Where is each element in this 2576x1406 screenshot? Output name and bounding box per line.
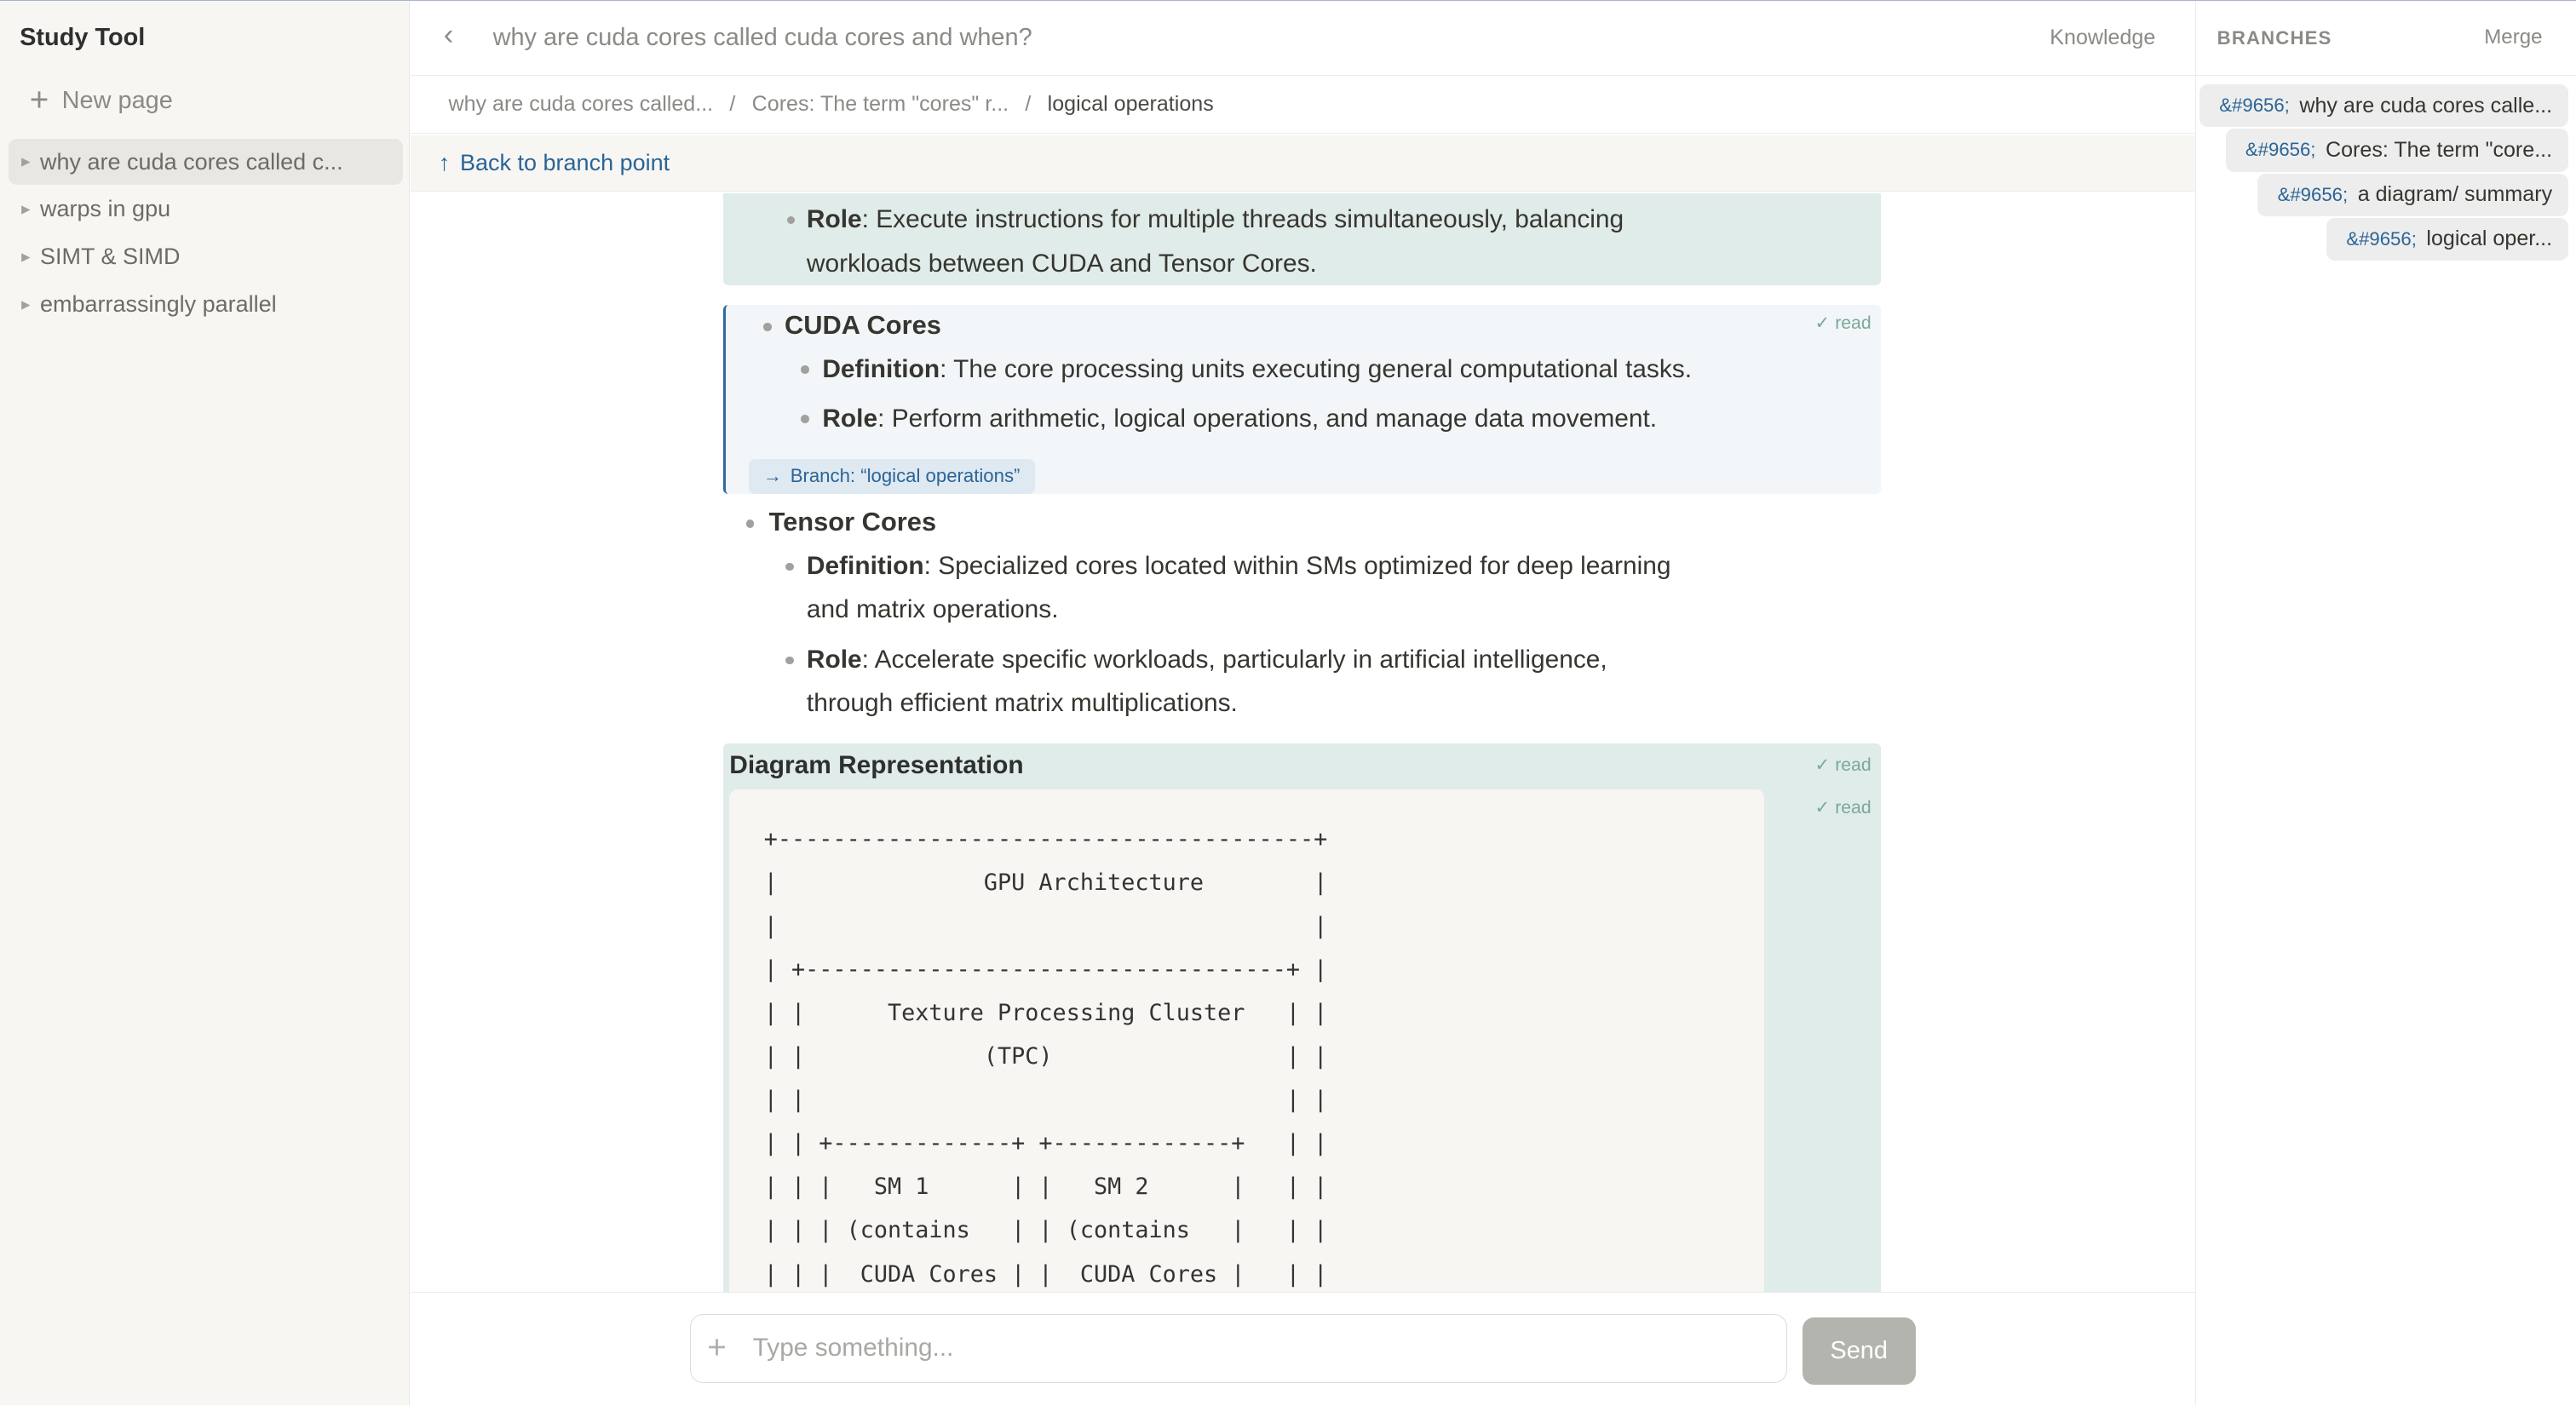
read-marker: ✓ read [1814,798,1872,818]
sm-role-block [723,193,1882,285]
branches-title: BRANCHES [2217,26,2332,49]
branch-marker: &#9656; [2245,139,2316,161]
app-title: Study Tool [20,24,146,51]
breadcrumb-current: logical operations [1047,92,1214,117]
branch-label: logical oper... [2426,227,2553,251]
tensor-cores-title: Tensor Cores [768,507,937,537]
cuda-cores-block[interactable] [723,305,1882,494]
sidebar [0,1,410,1405]
breadcrumb-item[interactable]: why are cuda cores called... [448,92,714,117]
sidebar-item-label: warps in gpu [40,196,171,222]
branch-item[interactable] [2199,84,2568,127]
breadcrumb-separator: / [729,92,736,117]
bullet [801,365,809,374]
message-input-box[interactable] [690,1314,1787,1383]
branch-marker: &#9656; [2219,95,2290,117]
bullet [785,657,794,665]
tensor-role: Role: Accelerate specific workloads, particularly in artificial intelligence, through efficient matrix multiplications. [806,646,1607,718]
branches-panel [2195,1,2576,1405]
sidebar-item-cuda-cores[interactable] [9,139,403,185]
caret-right-icon: ▶ [21,202,31,215]
branch-marker: &#9656; [2346,227,2417,250]
diagram-title: Diagram Representation [729,751,1024,780]
code-block [729,789,1764,1292]
merge-button[interactable]: Merge [2484,25,2543,49]
branch-label: a diagram/ summary [2357,182,2553,207]
main-panel [411,1,2194,1405]
composer [411,1292,2194,1406]
breadcrumb [411,77,2194,135]
page-title: why are cuda cores called cuda cores and when? [492,24,1032,51]
knowledge-button[interactable]: Knowledge [2050,25,2156,49]
branch-label: Cores: The term "core... [2326,137,2553,162]
branch-item-current[interactable] [2326,218,2568,261]
diagram-code-block[interactable] [723,789,1882,1292]
new-page-label: New page [61,87,173,115]
sidebar-item-label: SIMT & SIMD [40,244,181,270]
cuda-role: Role: Perform arithmetic, logical operations, and manage data movement. [822,404,1658,433]
cuda-definition: Definition: The core processing units executing general computational tasks. [822,354,1692,383]
new-page-button[interactable] [30,84,173,118]
caret-right-icon: ▶ [21,250,31,263]
branch-item[interactable] [2226,129,2569,171]
back-link-label: Back to branch point [459,149,670,175]
read-marker: ✓ read [1814,755,1872,776]
caret-right-icon: ▶ [21,297,31,311]
branch-label: why are cuda cores calle... [2299,93,2553,118]
branch-chip[interactable] [749,459,1035,494]
bullet [746,519,755,528]
message-content [411,193,2194,1292]
sidebar-item-simt-simd[interactable] [9,234,403,280]
plus-icon[interactable]: + [707,1329,727,1367]
diagram-heading-block[interactable] [723,743,1882,789]
header [411,1,2194,76]
message-input[interactable] [750,1333,1709,1365]
caret-right-icon: ▶ [21,155,31,168]
sidebar-item-warps[interactable] [9,187,403,232]
tensor-definition: Definition: Specialized cores located within SMs optimized for deep learning and matrix operations. [806,552,1671,624]
branch-item[interactable] [2257,174,2568,216]
sidebar-item-label: why are cuda cores called c... [40,148,343,175]
read-marker: ✓ read [1814,313,1872,334]
arrow-right-icon: → [762,465,783,487]
plus-icon: + [29,82,49,119]
divider [2196,75,2576,76]
sm-role-text: Role: Execute instructions for multiple threads simultaneously, balancing workloads between CUDA and Tensor Cores. [806,205,1624,278]
chevron-left-icon[interactable]: ‹ [443,19,454,52]
bullet [801,415,809,423]
send-button[interactable]: Send [1803,1317,1916,1385]
ascii-diagram: +---------------------------------------+ | GPU Architecture | | | | +-----------------------------------+ | | | Texture Processing Cluster | | | | (TPC) | | | | | | | | +-------------+ +-------------+ | | | | | SM 1 | | SM 2 | | | | | | (contains | | (contains | | | | | | CUDA Cores | | CUDA Cores | | | [763,825,1328,1288]
bullet [787,216,796,225]
branch-chip-label: Branch: “logical operations” [790,465,1021,487]
back-to-branch-point-link[interactable] [411,135,2194,192]
branch-marker: &#9656; [2277,183,2349,205]
sidebar-item-label: embarrassingly parallel [40,291,277,318]
cuda-cores-title: CUDA Cores [784,309,941,340]
bullet [763,323,772,331]
sidebar-item-embarrassingly-parallel[interactable] [9,282,403,328]
arrow-up-icon: ↑ [438,149,451,175]
breadcrumb-separator: / [1025,92,1032,117]
breadcrumb-item[interactable]: Cores: The term "cores" r... [751,92,1009,117]
bullet [785,563,794,571]
